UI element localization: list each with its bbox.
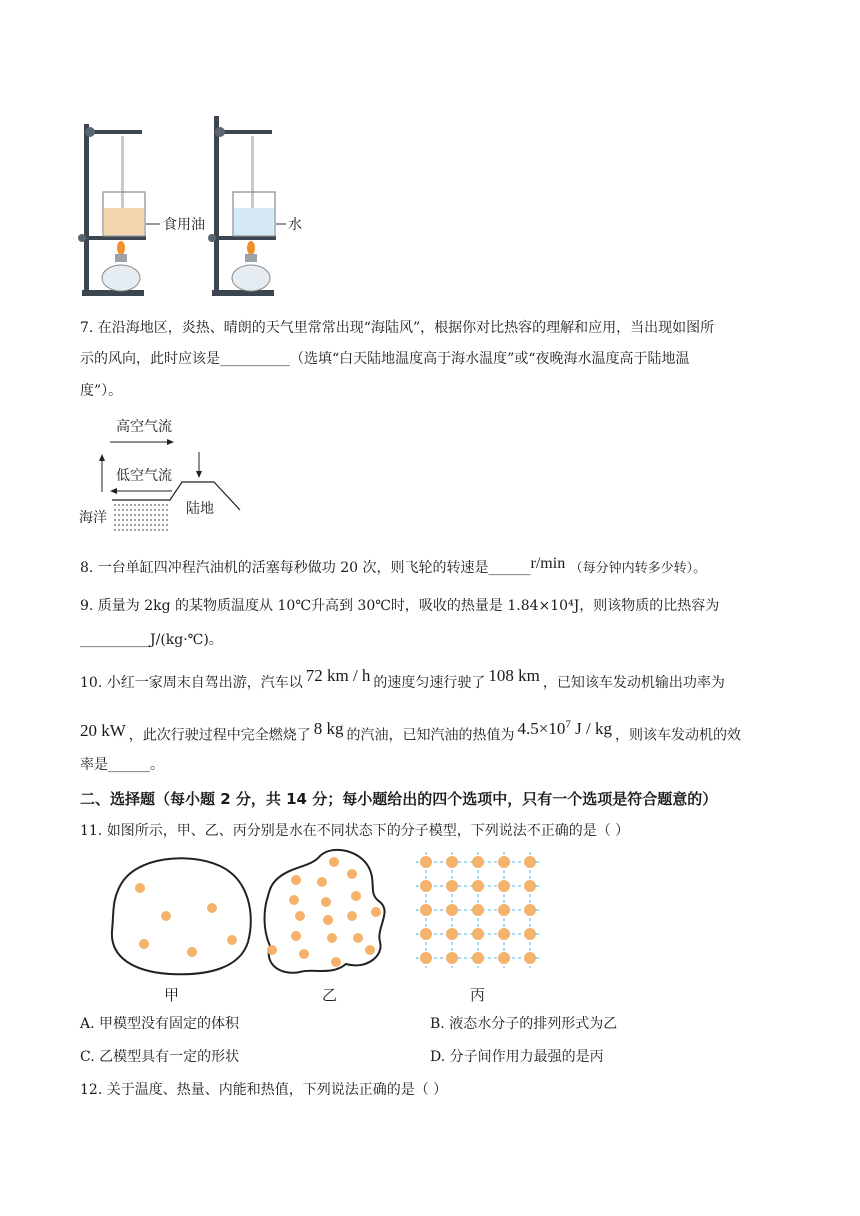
q10-t4: ，此次行驶过程中完全燃烧了 xyxy=(128,727,311,744)
q7-line2: 示的风向，此时应该是__________（选填“白天陆地温度高于海水温度”或“夜晚海水温度高于陆地温 xyxy=(80,351,690,367)
q10-t3: ，已知该车发动机输出功率为 xyxy=(542,675,725,691)
q10-heat-value: $4.5\times 10^7$ J / kg xyxy=(517,718,612,738)
sea-land-wind-figure xyxy=(76,414,248,532)
q8-line xyxy=(80,555,707,579)
q10-t5: 的汽油，已知汽油的热值为 xyxy=(346,727,515,744)
q10-distance: 108 km xyxy=(488,666,540,685)
section2-heading: 二、选择题（每小题 2 分，共 14 分；每小题给出的四个选项中，只有一个选项是符合题意的） xyxy=(80,790,718,808)
q10-t1: 10. 小红一家周末自驾出游，汽车以 xyxy=(80,675,303,691)
q9-line2: __________J/(kg·℃)。 xyxy=(80,632,223,648)
stand-right xyxy=(208,116,286,296)
label-ocean: 海洋 xyxy=(79,510,107,526)
arrow-right-icon xyxy=(167,439,174,445)
q11-option-a[interactable]: A. 甲模型没有固定的体积 xyxy=(80,1016,240,1032)
molecule-models-figure xyxy=(100,846,550,1010)
arrow-left-icon xyxy=(110,488,117,494)
model-jia-molecules xyxy=(135,883,237,957)
q10-t6: ，则该车发动机的效 xyxy=(614,727,741,744)
q11-option-b[interactable]: B. 液态水分子的排列形式为乙 xyxy=(430,1016,618,1032)
q7-line3: 度”）。 xyxy=(80,383,123,399)
label-water: 水 xyxy=(288,217,302,233)
label-land: 陆地 xyxy=(186,501,214,517)
label-jia: 甲 xyxy=(164,986,180,1004)
q10-t2: 的速度匀速行驶了 xyxy=(373,675,486,691)
q12-stem: 12. 关于温度、热量、内能和热值，下列说法正确的是（ ） xyxy=(80,1082,448,1098)
q10-mass: 8 kg xyxy=(313,718,344,738)
q7-line1: 7. 在沿海地区，炎热、晴朗的天气里常常出现“海陆风”，根据你对比热容的理解和应用，当出现如图所 xyxy=(80,320,715,336)
q8-unit: r/min xyxy=(530,555,566,572)
q9-line1: 9. 质量为 2kg 的某物质温度从 10℃升高到 30℃时，吸收的热量是 1.84×10⁴J，则该物质的比热容为 xyxy=(80,598,720,614)
label-bing: 丙 xyxy=(470,986,486,1004)
q8-text-b: （每分钟内转多少转）。 xyxy=(569,561,707,576)
q10-line3: 率是______。 xyxy=(80,757,164,773)
q10-power: 20 kW xyxy=(80,720,126,740)
model-yi-outline xyxy=(265,850,385,973)
q11-stem: 11. 如图所示，甲、乙、丙分别是水在不同状态下的分子模型，下列说法不正确的是（ ） xyxy=(80,823,630,839)
stand-left xyxy=(78,124,160,296)
label-yi: 乙 xyxy=(322,986,338,1004)
q10-speed: 72 km / h xyxy=(305,666,371,685)
q8-text-a: 8. 一台单缸四冲程汽油机的活塞每秒做功 20 次，则飞轮的转速是______ xyxy=(80,560,531,576)
q10-line1 xyxy=(80,666,725,693)
sea-pattern xyxy=(114,505,170,530)
label-low-air: 低空气流 xyxy=(116,468,172,484)
label-high-air: 高空气流 xyxy=(116,419,172,435)
q11-option-c[interactable]: C. 乙模型具有一定的形状 xyxy=(80,1049,240,1065)
q11-option-d[interactable]: D. 分子间作用力最强的是丙 xyxy=(430,1049,604,1065)
heating-experiment-figure xyxy=(70,108,320,300)
arrow-up-icon xyxy=(99,454,105,461)
arrow-down-icon xyxy=(196,471,202,478)
q10-line2 xyxy=(80,720,741,746)
label-oil: 食用油 xyxy=(163,217,205,233)
model-jia-outline xyxy=(112,858,251,974)
